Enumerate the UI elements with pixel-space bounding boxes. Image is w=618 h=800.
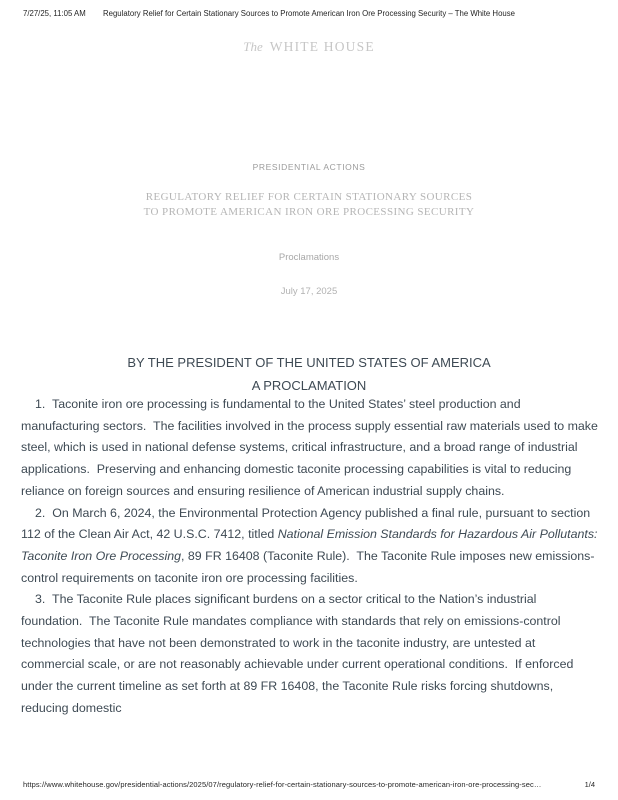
body-text-italic: National Emission Standards for Hazardous Air Pollutants: Taconite Iron Ore Processing — [21, 527, 601, 563]
whitehouse-logo — [0, 38, 618, 56]
body-text: 3. The Taconite Rule places significant burdens on a sector critical to the Nation’s industrial foundation. The Taconite Rule mandates compliance with standards that rely on emissions-control technologies that have not been demonstrated to work in the taconite industry, are untested at commercial scale, or are not reasonably achievable under current operational conditions. If enforced under the current timeline as set forth at 89 FR 16408, the Taconite Rule risks forcing shutdowns, reducing domestic — [21, 592, 577, 715]
article-body — [21, 394, 602, 720]
publication-date: July 17, 2025 — [280, 286, 338, 297]
logo-white-house-text: WHITE HOUSE — [269, 39, 375, 54]
body-text: , 89 FR 16408 (Taconite Rule). The Taconite Rule imposes new emissions-control requirements on taconite iron ore processing facilities. — [21, 548, 595, 585]
body-paragraph — [21, 589, 598, 719]
article-title — [0, 190, 618, 220]
body-text: 1. Taconite iron ore processing is fundamental to the United States’ steel production and manufacturing sectors. The facilities involved in the process supply essential raw materials used to make steel, which is used in national defense systems, critical infrastructure, and a broad range of industrial applications. Preserving and enhancing domestic taconite processing capabilities is vital to reducing reliance on foreign sources and ensuring resilience of American industrial supply chains. — [21, 397, 602, 498]
body-paragraph — [21, 503, 601, 590]
eyebrow-presidential-actions: PRESIDENTIAL ACTIONS — [252, 162, 366, 172]
proclamation-heading-line-1: BY THE PRESIDENT OF THE UNITED STATES OF AMERICA — [127, 355, 491, 370]
print-timestamp: 7/27/25, 11:05 AM — [23, 9, 86, 18]
body-text: 2. On March 6, 2024, the Environmental Protection Agency published a final rule, pursuant to section 112 of the Clean Air Act, 42 U.S.C. 7412, titled — [21, 505, 594, 542]
article-title-line-1: REGULATORY RELIEF FOR CERTAIN STATIONARY SOURCES — [145, 191, 473, 203]
article-title-line-2: TO PROMOTE AMERICAN IRON ORE PROCESSING SECURITY — [143, 206, 475, 218]
category-label: Proclamations — [278, 252, 340, 263]
body-paragraph — [21, 394, 602, 503]
logo-the-text: The — [243, 39, 263, 54]
proclamation-heading — [0, 351, 618, 397]
print-header-title: Regulatory Relief for Certain Stationary Sources to Promote American Iron Ore Processing Security – The White House — [103, 9, 515, 18]
print-footer — [23, 780, 595, 789]
print-footer-url: https://www.whitehouse.gov/presidential-actions/2025/07/regulatory-relief-for-certain-stationary-sources-to-promote-american-iron-ore-processing-sec… — [23, 780, 542, 789]
print-header — [0, 9, 618, 21]
page-indicator: 1/4 — [584, 780, 595, 789]
proclamation-heading-line-2: A PROCLAMATION — [251, 378, 367, 393]
